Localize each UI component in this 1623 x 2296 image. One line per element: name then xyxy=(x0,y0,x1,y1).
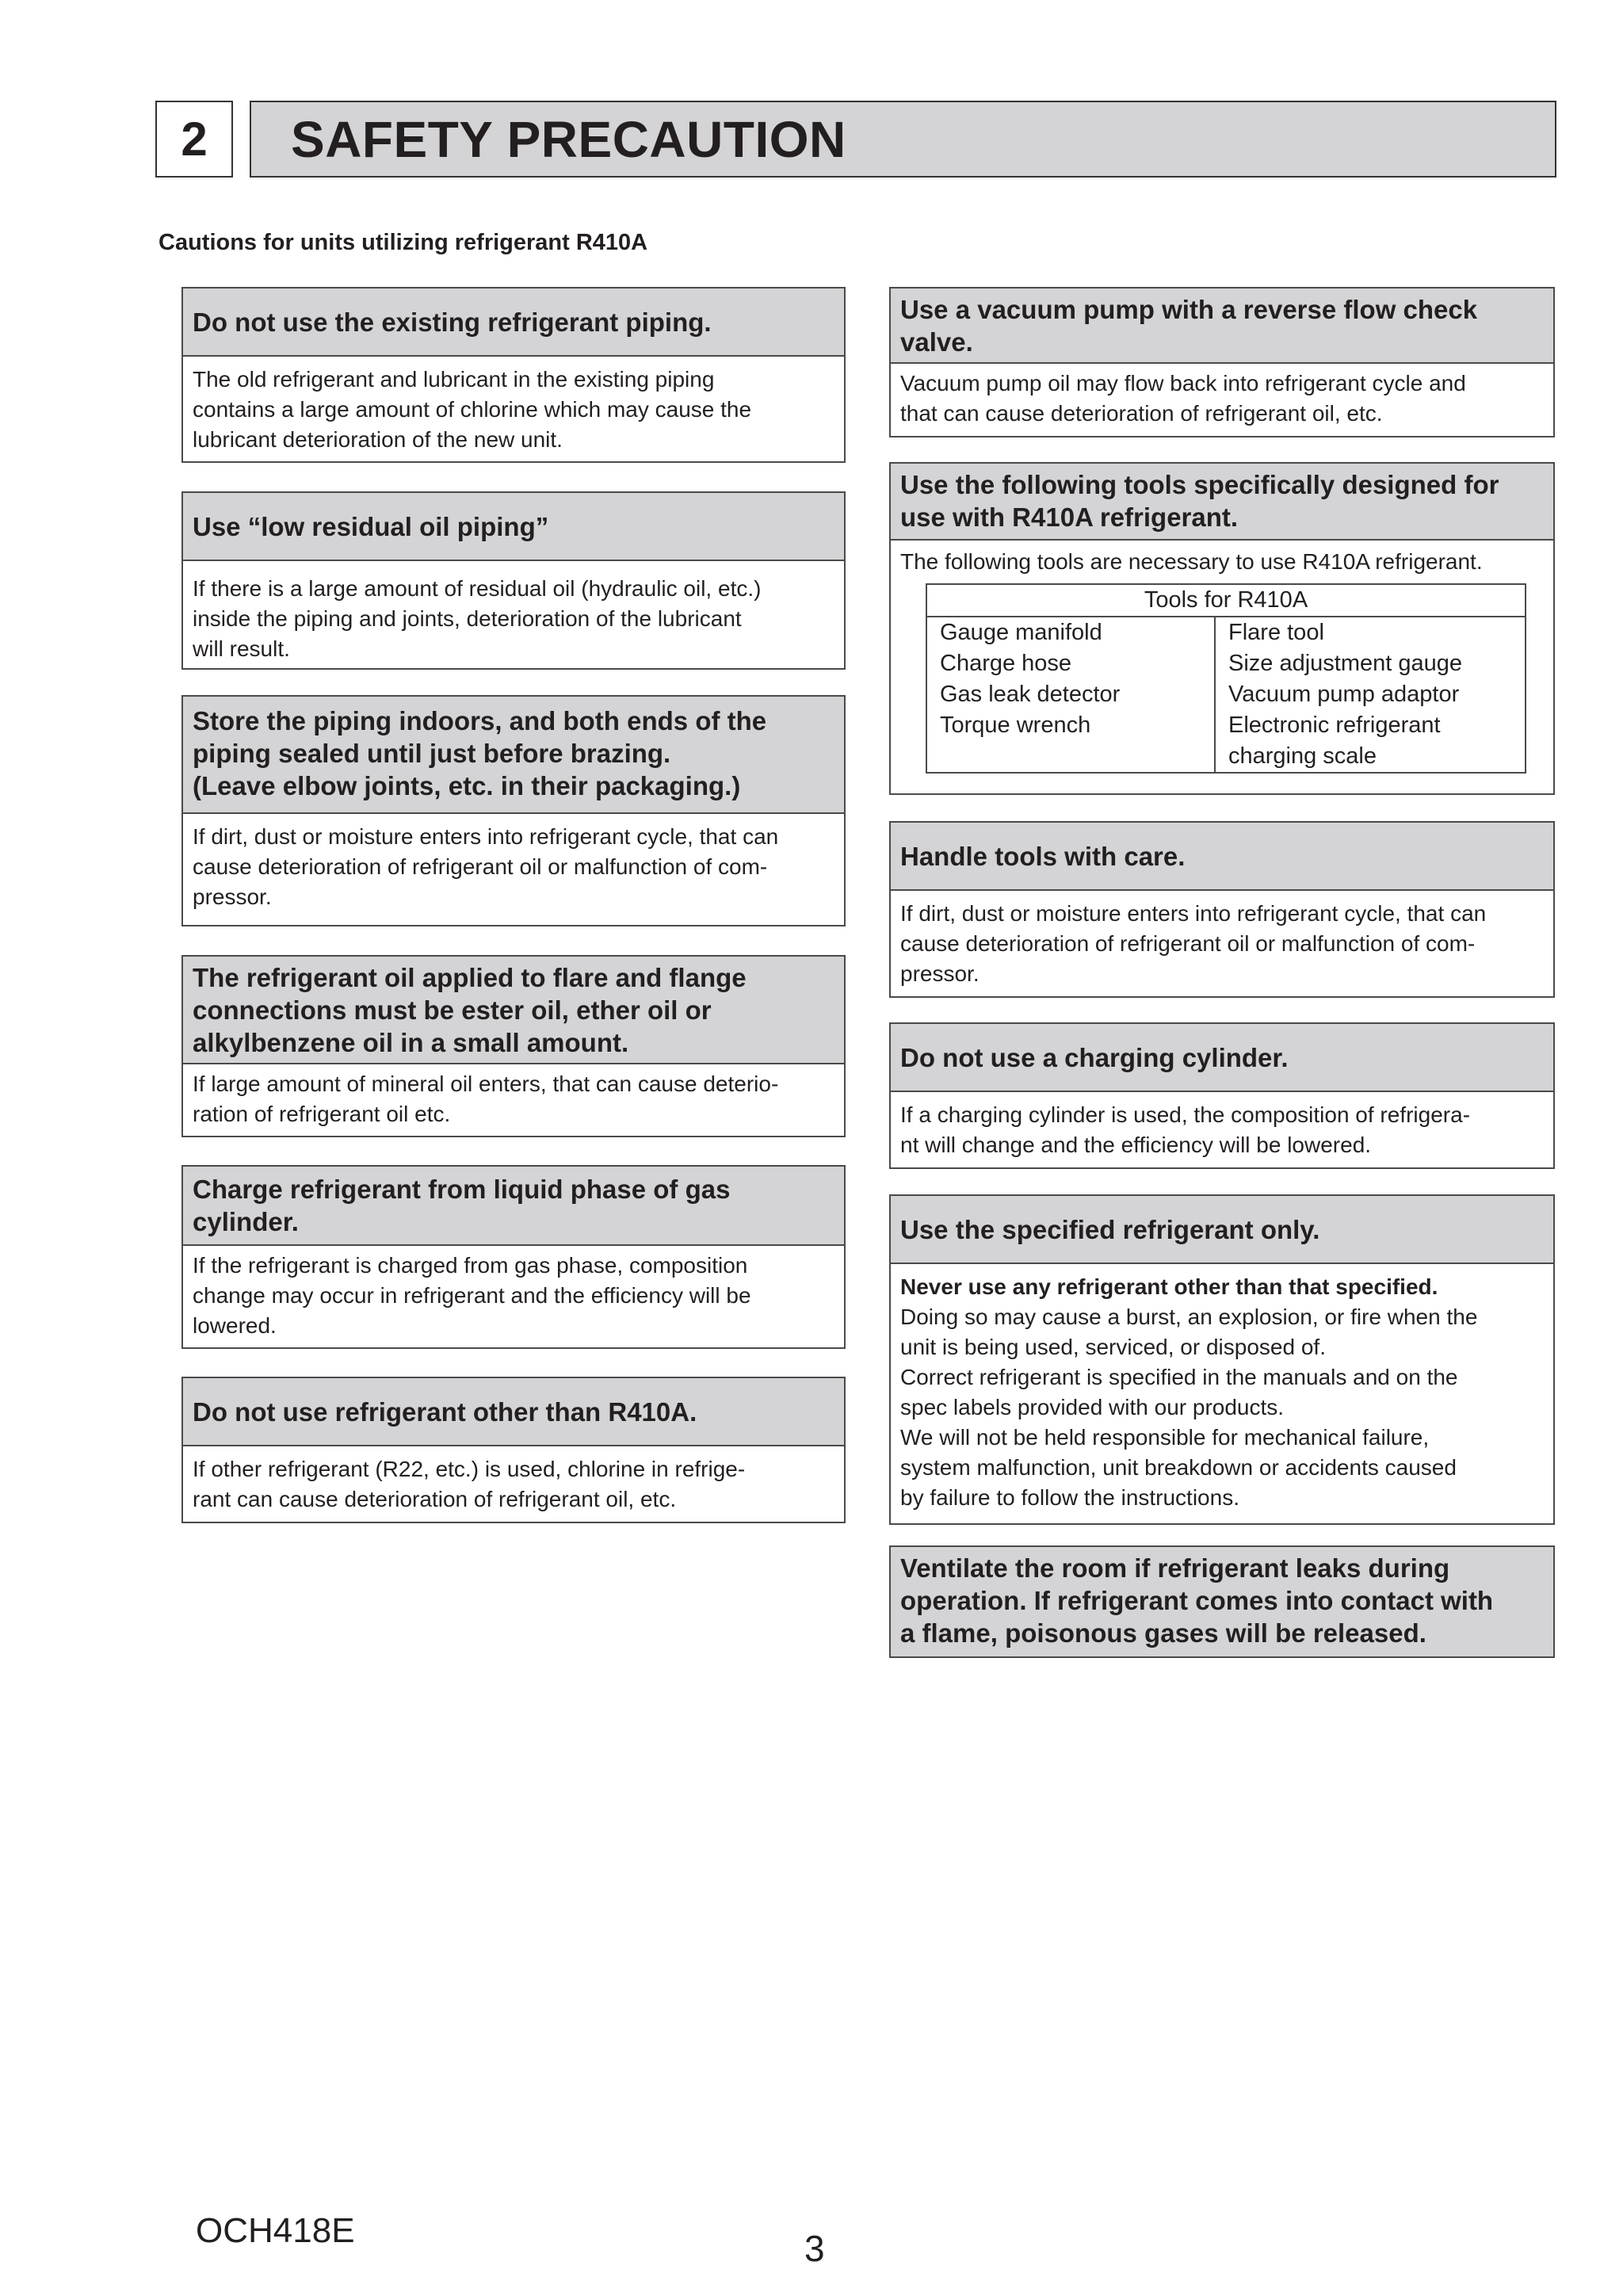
caution-body: If dirt, dust or moisture enters into refrigerant cycle, that can cause deterioration of refrigerant oil or malfunction of com- pressor. xyxy=(193,824,779,909)
caution-heading: Do not use the existing refrigerant piping. xyxy=(183,288,844,357)
tools-table-caption: Tools for R410A xyxy=(926,584,1526,617)
document-code: OCH418E xyxy=(196,2211,355,2250)
caution-heading: Ventilate the room if refrigerant leaks during operation. If refrigerant comes into contact with a flame, poisonous gases will be released. xyxy=(891,1547,1553,1656)
caution-body: If large amount of mineral oil enters, that can cause deterio- ration of refrigerant oil etc. xyxy=(193,1072,779,1126)
caution-box-liquid-phase xyxy=(181,1165,846,1349)
caution-body: The following tools are necessary to use R410A refrigerant. xyxy=(900,549,1483,574)
caution-box-ventilate xyxy=(889,1545,1555,1658)
caution-box-refrigerant-oil xyxy=(181,955,846,1137)
table-row: Gauge manifold Flare tool xyxy=(926,617,1526,648)
caution-heading: Use a vacuum pump with a reverse flow check valve. xyxy=(891,288,1553,364)
table-row: charging scale xyxy=(926,741,1526,773)
caution-box-handle-tools xyxy=(889,821,1555,998)
table-row: Charge hose Size adjustment gauge xyxy=(926,648,1526,679)
caution-box-existing-piping xyxy=(181,287,846,463)
section-number: 2 xyxy=(155,101,233,178)
caution-box-specified-refrigerant xyxy=(889,1194,1555,1525)
page-number: 3 xyxy=(804,2228,825,2269)
caution-body: Never use any refrigerant other than that specified. Doing so may cause a burst, an explosion, or fire when the unit is being used, serviced, or disposed of. Correct refrigerant is specified in the manuals and on the spec labels provided with our products. We will not be held responsible for mechanical failure, system malfunction, unit breakdown or accidents caused by failure to follow the instructions. xyxy=(900,1274,1478,1510)
caution-body: If the refrigerant is charged from gas phase, composition change may occur in refrigerant and the efficiency will be lowered. xyxy=(193,1253,751,1338)
caution-box-r410a-only xyxy=(181,1377,846,1523)
caution-body: The old refrigerant and lubricant in the existing piping contains a large amount of chlorine which may cause the lubricant deterioration of the new unit. xyxy=(193,367,752,452)
table-row: Gas leak detector Vacuum pump adaptor xyxy=(926,679,1526,710)
caution-box-vacuum-pump xyxy=(889,287,1555,437)
caution-body: Vacuum pump oil may flow back into refrigerant cycle and that can cause deterioration of refrigerant oil, etc. xyxy=(900,371,1466,426)
section-title: SAFETY PRECAUTION xyxy=(250,101,1556,178)
tools-table xyxy=(926,583,1526,774)
caution-body: If other refrigerant (R22, etc.) is used, chlorine in refrige- rant can cause deterioration of refrigerant oil, etc. xyxy=(193,1457,746,1511)
caution-heading: Do not use refrigerant other than R410A. xyxy=(183,1378,844,1446)
caution-heading: The refrigerant oil applied to flare and flange connections must be ester oil, ether oil or alkylbenzene oil in a small amount. xyxy=(183,957,844,1064)
caution-heading: Charge refrigerant from liquid phase of gas cylinder. xyxy=(183,1167,844,1246)
caution-box-r410a-tools xyxy=(889,462,1555,795)
caution-heading: Use the specified refrigerant only. xyxy=(891,1196,1553,1264)
caution-box-charging-cylinder xyxy=(889,1022,1555,1169)
caution-body: If a charging cylinder is used, the composition of refrigera- nt will change and the efficiency will be lowered. xyxy=(900,1102,1471,1157)
caution-heading: Use the following tools specifically designed for use with R410A refrigerant. xyxy=(891,464,1553,541)
caution-box-store-piping xyxy=(181,695,846,926)
caution-body: If there is a large amount of residual oil (hydraulic oil, etc.) inside the piping and joints, deterioration of the lubricant will result. xyxy=(193,576,762,661)
caution-heading: Store the piping indoors, and both ends of the piping sealed until just before brazing. (Leave elbow joints, etc. in their packaging.) xyxy=(183,697,844,814)
caution-heading: Use “low residual oil piping” xyxy=(183,493,844,561)
caution-heading: Do not use a charging cylinder. xyxy=(891,1024,1553,1092)
caution-box-low-residual-oil xyxy=(181,491,846,670)
caution-body: If dirt, dust or moisture enters into refrigerant cycle, that can cause deterioration of refrigerant oil or malfunction of com- pressor. xyxy=(900,901,1487,986)
page-subtitle: Cautions for units utilizing refrigerant R410A xyxy=(158,230,648,255)
caution-heading: Handle tools with care. xyxy=(891,823,1553,891)
table-row: Torque wrench Electronic refrigerant xyxy=(926,710,1526,741)
